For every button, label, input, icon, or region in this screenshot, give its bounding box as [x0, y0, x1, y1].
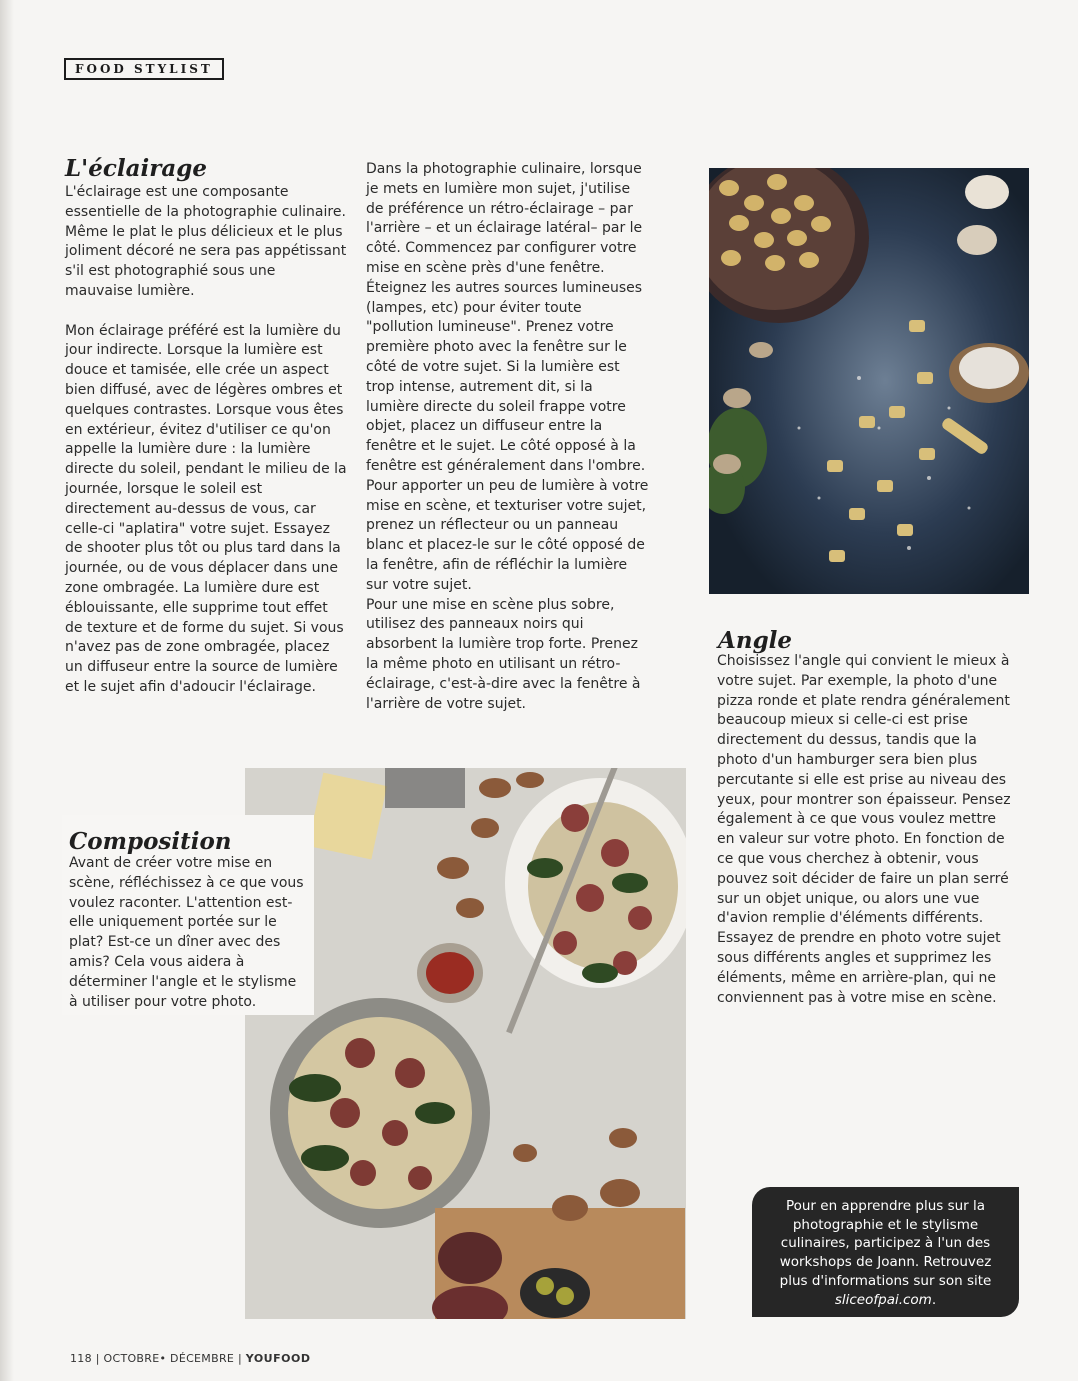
eclairage-paragraph-1: L'éclairage est une composante essentielle de la photographie culinaire. Même le plat le plus délicieux et le plus joliment décoré ne sera pas appétissant s'il est photographié sous une mauvaise lumière. [65, 184, 347, 299]
page-footer [70, 1352, 310, 1365]
issue-label: OCTOBRE• DÉCEMBRE [103, 1352, 235, 1365]
gnocchi-photo-illustration [709, 168, 1029, 594]
eclairage-paragraph-4: Pour apporter un peu de lumière à votre mise en scène, et texturiser votre sujet, prenez un réflecteur ou un panneau blanc et placez-le sur le côté opposé de la fenêtre, afin de réfléchir la lumière sur votre sujet. [366, 477, 649, 593]
callout-end: . [931, 1291, 937, 1308]
composition-heading: Composition [69, 828, 232, 855]
callout-text: Pour en apprendre plus sur la photographie et le stylisme culinaires, participez à l'un des workshops de Joann. Retrouvez plus d'informations sur son site [779, 1198, 992, 1289]
angle-body [717, 652, 1017, 1008]
magazine-brand: YOUFOOD [245, 1352, 311, 1365]
eclairage-paragraph-2: Mon éclairage préféré est la lumière du jour indirecte. Lorsque la lumière est douce et tamisée, elle crée un aspect bien diffusé, avec de légères ombres et quelques contrastes. Lorsque vous êtes en extérieur, évitez d'utiliser ce qu'on appelle la lumière dure : la lumière directe du soleil, pendant le milieu de la journée, lorsque le soleil est directement au-dessus de vous, car celle-ci "aplatira" votre sujet. Essayez de shooter plus tôt ou plus tard dans la journée, ou de vous déplacer dans une zone ombragée. La lumière dure est éblouissante, elle supprime tout effet de texture et de forme du sujet. Si vous n'avez pas de zone ombragée, placez un diffuseur entre la source de lumière et le sujet afin d'adoucir l'éclairage. [65, 322, 347, 695]
eclairage-paragraph-5: Pour une mise en scène plus sobre, utilisez des panneaux noirs qui absorbent la lumière trop forte. Prenez la même photo en utilisant un rétro-éclairage, c'est-à-dire avec la fenêtre à l'arrière de votre sujet. [366, 596, 641, 712]
footer-separator-2: | [237, 1352, 242, 1365]
gnocchi-photo [709, 168, 1029, 594]
angle-heading: Angle [718, 627, 793, 654]
callout-link[interactable]: sliceofpai.com [834, 1291, 932, 1308]
page-number: 118 [70, 1352, 92, 1365]
workshop-callout [752, 1187, 1019, 1317]
page-edge-shadow [0, 0, 14, 1381]
eclairage-column-2 [366, 160, 650, 714]
eclairage-column-1 [65, 183, 347, 698]
section-tag: FOOD STYLIST [64, 58, 224, 80]
composition-paragraph: Avant de créer votre mise en scène, réfléchissez à ce que vous voulez raconter. L'attention est-elle uniquement portée sur le plat? Est-ce un dîner avec des amis? Cela vous aidera à déterminer l'angle et le stylisme à utiliser pour votre photo. [69, 855, 304, 1010]
eclairage-paragraph-3: Dans la photographie culinaire, lorsque je mets en lumière mon sujet, j'utilise de préférence un rétro-éclairage – par l'arrière – et un éclairage latéral– par le côté. Commencez par configurer votre mise en scène près d'une fenêtre. Éteignez les autres sources lumineuses (lampes, etc) pour éviter toute "pollution lumineuse". Prenez votre première photo avec la fenêtre sur le côté de votre sujet. Si la lumière est trop intense, autrement dit, si la lumière directe du soleil frappe votre objet, placez un diffuseur entre la fenêtre et le sujet. Le côté opposé à la fenêtre est généralement dans l'ombre. [366, 161, 646, 474]
composition-body [69, 854, 307, 1012]
footer-separator-1: | [95, 1352, 100, 1365]
eclairage-heading: L'éclairage [65, 155, 207, 182]
angle-paragraph: Choisissez l'angle qui convient le mieux à votre sujet. Par exemple, la photo d'une pizza ronde et plate rendra généralement beaucoup mieux si celle-ci est prise directement du dessus, tandis que la photo d'un hamburger sera bien plus percutante si elle est prise au niveau des yeux, pour montrer son épaisseur. Pensez également à ce que vous voulez mettre en valeur sur votre photo. En fonction de ce que vous cherchez à obtenir, vous pouvez soit décider de faire un plan serré sur un objet unique, ou alors une vue d'avion remplie d'éléments différents. Essayez de prendre en photo votre sujet sous différents angles et supprimez les éléments, même en arrière-plan, qui ne conviennent pas à votre mise en scène. [717, 653, 1011, 1006]
